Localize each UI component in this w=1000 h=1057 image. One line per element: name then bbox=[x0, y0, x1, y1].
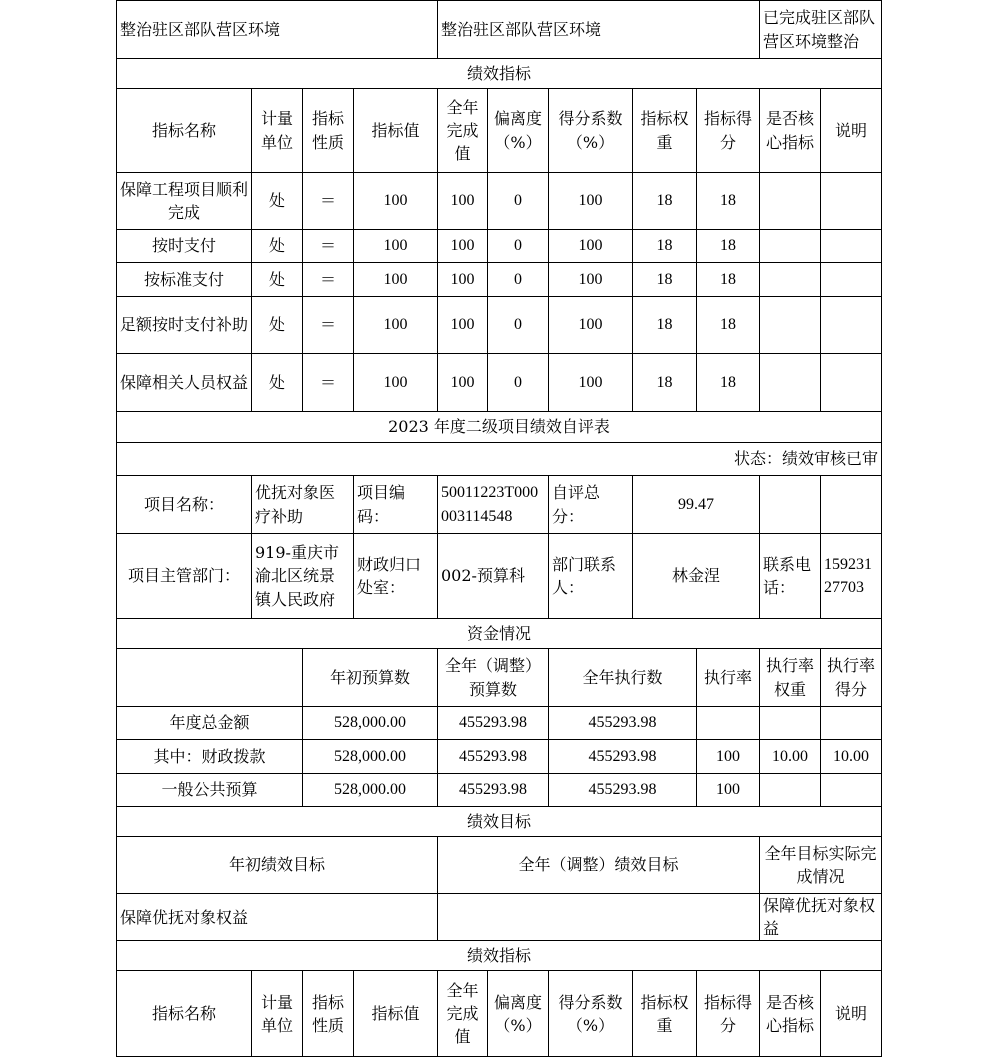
indicator-name: 按标准支付 bbox=[117, 263, 252, 297]
indicator-nature: ＝ bbox=[303, 263, 354, 297]
header-deviation: 偏离度（%） bbox=[488, 971, 549, 1057]
funds-adjusted: 455293.98 bbox=[438, 740, 549, 774]
project-name-label: 项目名称： bbox=[117, 476, 252, 534]
indicator-weight: 18 bbox=[633, 230, 697, 263]
indicator-name: 足额按时支付补助 bbox=[117, 297, 252, 354]
self-score-label: 自评总分： bbox=[549, 476, 633, 534]
funds-weight bbox=[760, 707, 821, 740]
office-label: 财政归口处室： bbox=[354, 534, 438, 619]
table-row bbox=[117, 354, 882, 412]
header-nature: 指标性质 bbox=[303, 89, 354, 173]
table-row bbox=[117, 297, 882, 354]
header-note: 说明 bbox=[821, 971, 882, 1057]
department-info-row bbox=[117, 534, 882, 619]
table-row bbox=[117, 230, 882, 263]
indicator-coefficient: 100 bbox=[549, 173, 633, 230]
header-exec-rate: 执行率 bbox=[697, 649, 760, 707]
section-title-indicators: 绩效指标 bbox=[117, 59, 882, 89]
header-exec-rate-score: 执行率得分 bbox=[821, 649, 882, 707]
indicator-coefficient: 100 bbox=[549, 297, 633, 354]
funds-initial: 528,000.00 bbox=[303, 774, 438, 807]
phone-value: 15923127703 bbox=[821, 534, 882, 619]
performance-evaluation-table bbox=[116, 0, 882, 1057]
indicator-score: 18 bbox=[697, 263, 760, 297]
header-nature: 指标性质 bbox=[303, 971, 354, 1057]
indicator-deviation: 0 bbox=[488, 297, 549, 354]
dept-value: 919-重庆市渝北区统景镇人民政府 bbox=[252, 534, 354, 619]
indicator-score: 18 bbox=[697, 230, 760, 263]
header-target: 指标值 bbox=[354, 971, 438, 1057]
goal-adjusted-cell: 整治驻区部队营区环境 bbox=[438, 1, 760, 59]
funds-rate: 100 bbox=[697, 774, 760, 807]
section-title-indicators-2: 绩效指标 bbox=[117, 941, 882, 971]
indicator-nature: ＝ bbox=[303, 297, 354, 354]
indicator-nature: ＝ bbox=[303, 173, 354, 230]
indicator-actual: 100 bbox=[438, 173, 488, 230]
goal-actual-value: 保障优抚对象权益 bbox=[760, 894, 882, 941]
section-title-funds: 资金情况 bbox=[117, 619, 882, 649]
indicator-score: 18 bbox=[697, 173, 760, 230]
indicator-coefficient: 100 bbox=[549, 263, 633, 297]
indicator-core bbox=[760, 297, 821, 354]
indicator-target: 100 bbox=[354, 354, 438, 412]
funds-initial: 528,000.00 bbox=[303, 707, 438, 740]
indicator-actual: 100 bbox=[438, 263, 488, 297]
header-core: 是否核心指标 bbox=[760, 89, 821, 173]
header-deviation: 偏离度（%） bbox=[488, 89, 549, 173]
funds-initial: 528,000.00 bbox=[303, 740, 438, 774]
header-indicator-name: 指标名称 bbox=[117, 89, 252, 173]
indicator-actual: 100 bbox=[438, 354, 488, 412]
indicator-name: 保障相关人员权益 bbox=[117, 354, 252, 412]
goal-adjusted-value bbox=[438, 894, 760, 941]
indicator-core bbox=[760, 173, 821, 230]
funds-label: 其中：财政拨款 bbox=[117, 740, 303, 774]
funds-header-row bbox=[117, 649, 882, 707]
indicator-core bbox=[760, 230, 821, 263]
funds-label: 一般公共预算 bbox=[117, 774, 303, 807]
indicator-nature: ＝ bbox=[303, 230, 354, 263]
project-code-value: 50011223T000003114548 bbox=[438, 476, 549, 534]
indicator-unit: 处 bbox=[252, 354, 303, 412]
header-unit: 计量单位 bbox=[252, 971, 303, 1057]
contact-label: 部门联系人： bbox=[549, 534, 633, 619]
header-executed: 全年执行数 bbox=[549, 649, 697, 707]
funds-score bbox=[821, 774, 882, 807]
table-title: 2023 年度二级项目绩效自评表 bbox=[117, 412, 882, 443]
indicator-unit: 处 bbox=[252, 173, 303, 230]
indicator-unit: 处 bbox=[252, 297, 303, 354]
indicator-note bbox=[821, 354, 882, 412]
project-info-row bbox=[117, 476, 882, 534]
indicator-coefficient: 100 bbox=[549, 354, 633, 412]
header-actual: 全年完成值 bbox=[438, 971, 488, 1057]
goals-header-row bbox=[117, 837, 882, 894]
header-adjusted-goal: 全年（调整）绩效目标 bbox=[438, 837, 760, 894]
table-row bbox=[117, 774, 882, 807]
header-target: 指标值 bbox=[354, 89, 438, 173]
goal-initial-value: 保障优抚对象权益 bbox=[117, 894, 438, 941]
funds-score bbox=[821, 707, 882, 740]
indicator-deviation: 0 bbox=[488, 230, 549, 263]
header-coefficient: 得分系数（%） bbox=[549, 971, 633, 1057]
indicator-note bbox=[821, 263, 882, 297]
header-initial-budget: 年初预算数 bbox=[303, 649, 438, 707]
indicator-deviation: 0 bbox=[488, 354, 549, 412]
phone-label: 联系电话： bbox=[760, 534, 821, 619]
indicator-unit: 处 bbox=[252, 230, 303, 263]
goal-actual-cell: 已完成驻区部队营区环境整治 bbox=[760, 1, 882, 59]
empty-cell bbox=[760, 476, 821, 534]
header-core: 是否核心指标 bbox=[760, 971, 821, 1057]
goals-row bbox=[117, 894, 882, 941]
indicator-target: 100 bbox=[354, 230, 438, 263]
goal-summary-row bbox=[117, 1, 882, 59]
header-initial-goal: 年初绩效目标 bbox=[117, 837, 438, 894]
header-note: 说明 bbox=[821, 89, 882, 173]
funds-score: 10.00 bbox=[821, 740, 882, 774]
header-coefficient: 得分系数（%） bbox=[549, 89, 633, 173]
contact-value: 林金涅 bbox=[633, 534, 760, 619]
indicator-score: 18 bbox=[697, 354, 760, 412]
indicator-name: 保障工程项目顺利完成 bbox=[117, 173, 252, 230]
indicator-target: 100 bbox=[354, 173, 438, 230]
header-actual: 全年完成值 bbox=[438, 89, 488, 173]
indicator-weight: 18 bbox=[633, 354, 697, 412]
empty-cell bbox=[821, 476, 882, 534]
indicator-deviation: 0 bbox=[488, 263, 549, 297]
header-exec-rate-weight: 执行率权重 bbox=[760, 649, 821, 707]
indicator-deviation: 0 bbox=[488, 173, 549, 230]
indicator-core bbox=[760, 354, 821, 412]
dept-label: 项目主管部门： bbox=[117, 534, 252, 619]
indicator-core bbox=[760, 263, 821, 297]
table-row bbox=[117, 263, 882, 297]
indicator-actual: 100 bbox=[438, 230, 488, 263]
indicator-weight: 18 bbox=[633, 263, 697, 297]
indicator-target: 100 bbox=[354, 297, 438, 354]
header-weight: 指标权重 bbox=[633, 89, 697, 173]
indicator-weight: 18 bbox=[633, 173, 697, 230]
indicator-score: 18 bbox=[697, 297, 760, 354]
office-value: 002-预算科 bbox=[438, 534, 549, 619]
indicator-unit: 处 bbox=[252, 263, 303, 297]
project-code-label: 项目编码： bbox=[354, 476, 438, 534]
table-row bbox=[117, 707, 882, 740]
header-score: 指标得分 bbox=[697, 971, 760, 1057]
indicator-note bbox=[821, 230, 882, 263]
funds-rate: 100 bbox=[697, 740, 760, 774]
funds-adjusted: 455293.98 bbox=[438, 707, 549, 740]
header-score: 指标得分 bbox=[697, 89, 760, 173]
goal-initial-cell: 整治驻区部队营区环境 bbox=[117, 1, 438, 59]
indicator-nature: ＝ bbox=[303, 354, 354, 412]
funds-header-blank bbox=[117, 649, 303, 707]
indicator-target: 100 bbox=[354, 263, 438, 297]
table-row bbox=[117, 173, 882, 230]
indicator-header-row bbox=[117, 89, 882, 173]
funds-executed: 455293.98 bbox=[549, 774, 697, 807]
indicator-weight: 18 bbox=[633, 297, 697, 354]
indicator-coefficient: 100 bbox=[549, 230, 633, 263]
indicator-name: 按时支付 bbox=[117, 230, 252, 263]
funds-weight: 10.00 bbox=[760, 740, 821, 774]
funds-executed: 455293.98 bbox=[549, 740, 697, 774]
funds-label: 年度总金额 bbox=[117, 707, 303, 740]
funds-adjusted: 455293.98 bbox=[438, 774, 549, 807]
indicator-note bbox=[821, 173, 882, 230]
header-unit: 计量单位 bbox=[252, 89, 303, 173]
header-indicator-name: 指标名称 bbox=[117, 971, 252, 1057]
funds-executed: 455293.98 bbox=[549, 707, 697, 740]
indicator-header-row-2 bbox=[117, 971, 882, 1057]
funds-rate bbox=[697, 707, 760, 740]
header-weight: 指标权重 bbox=[633, 971, 697, 1057]
table-row bbox=[117, 740, 882, 774]
funds-weight bbox=[760, 774, 821, 807]
indicator-note bbox=[821, 297, 882, 354]
header-adjusted-budget: 全年（调整）预算数 bbox=[438, 649, 549, 707]
section-title-goals: 绩效目标 bbox=[117, 807, 882, 837]
self-score-value: 99.47 bbox=[633, 476, 760, 534]
indicator-actual: 100 bbox=[438, 297, 488, 354]
status-text: 状态：绩效审核已审 bbox=[117, 443, 882, 476]
project-name-value: 优抚对象医疗补助 bbox=[252, 476, 354, 534]
header-actual-completion: 全年目标实际完成情况 bbox=[760, 837, 882, 894]
